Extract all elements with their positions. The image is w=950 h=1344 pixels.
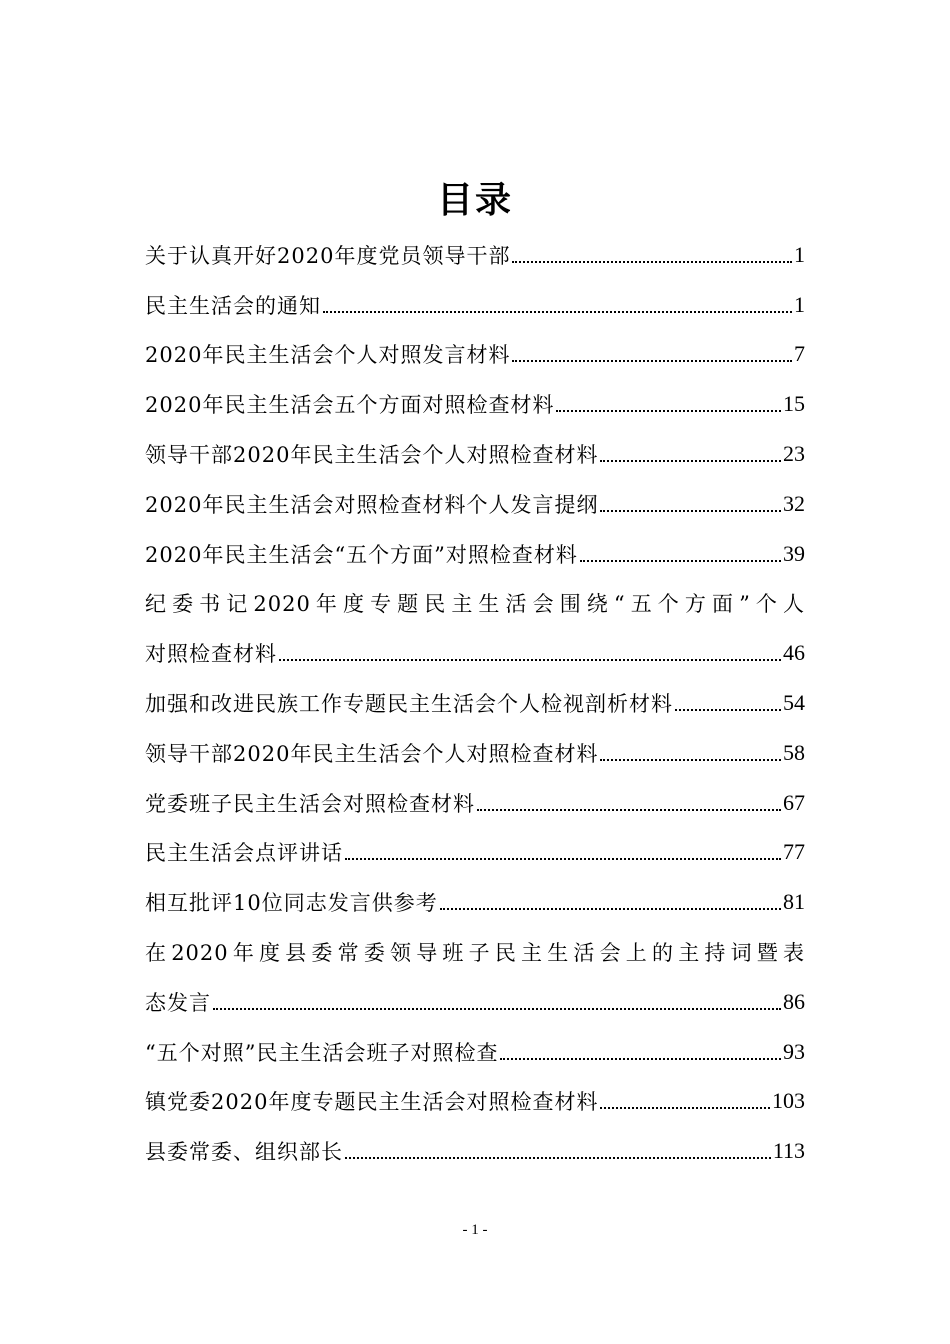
toc-entry-page: 39: [783, 540, 805, 566]
page-number: - 1 -: [462, 1222, 488, 1238]
toc-entry-title: 对照检查材料: [145, 642, 277, 667]
toc-entry-title: 在2020年度县委常委领导班子民主生活会上的主持词暨表: [145, 941, 805, 966]
toc-entry[interactable]: [145, 977, 805, 1027]
toc-entry-page: 54: [783, 690, 805, 716]
toc-entry-page: 86: [783, 988, 805, 1014]
toc-entry-page: 1: [794, 241, 805, 267]
dot-leader: [512, 261, 792, 263]
toc-entry-title: 关于认真开好2020年度党员领导干部: [145, 243, 511, 268]
toc-entry-page: 77: [783, 839, 805, 865]
toc-entry[interactable]: [145, 1027, 805, 1077]
toc-entry-title: 2020年民主生活会对照检查材料个人发言提纲: [145, 492, 599, 517]
toc-entry-title: 2020年民主生活会个人对照发言材料: [145, 343, 511, 368]
toc-entry[interactable]: [145, 479, 805, 529]
toc-entry-title: 相互批评10位同志发言供参考: [145, 891, 438, 916]
toc-entry-title: 2020年民主生活会“五个方面”对照检查材料: [145, 542, 578, 567]
dot-leader: [279, 659, 781, 661]
dot-leader: [512, 360, 792, 362]
toc-entry-title: 党委班子民主生活会对照检查材料: [145, 791, 475, 816]
toc-entry-page: 7: [794, 341, 805, 367]
toc-entry-title: 民主生活会点评讲话: [145, 841, 343, 866]
toc-entry[interactable]: [145, 628, 805, 678]
toc-entry[interactable]: [145, 877, 805, 927]
dot-leader: [477, 809, 781, 811]
toc-entry-page: 23: [783, 441, 805, 467]
toc-entry[interactable]: [145, 330, 805, 380]
table-of-contents: [145, 230, 805, 1176]
toc-entry-title: 2020年民主生活会五个方面对照检查材料: [145, 393, 555, 418]
dot-leader: [345, 858, 781, 860]
toc-entry-page: 1: [794, 291, 805, 317]
dot-leader: [580, 560, 781, 562]
dot-leader: [675, 709, 781, 711]
dot-leader: [323, 311, 792, 313]
toc-entry[interactable]: [145, 678, 805, 728]
toc-entry-page: 113: [772, 1138, 805, 1164]
dot-leader: [500, 1058, 781, 1060]
dot-leader: [600, 510, 781, 512]
toc-entry-title: 领导干部2020年民主生活会个人对照检查材料: [145, 443, 599, 468]
toc-entry-page: 15: [783, 391, 805, 417]
dot-leader: [213, 1008, 781, 1010]
toc-entry-title: 镇党委2020年度专题民主生活会对照检查材料: [145, 1090, 599, 1115]
toc-entry[interactable]: [145, 529, 805, 579]
toc-entry[interactable]: [145, 828, 805, 878]
toc-entry-page: 81: [783, 889, 805, 915]
toc-entry-title: 态发言: [145, 990, 211, 1015]
dot-leader: [440, 908, 781, 910]
toc-entry-title: “五个对照”民主生活会班子对照检查: [145, 1040, 499, 1065]
toc-entry[interactable]: [145, 280, 805, 330]
toc-entry[interactable]: [145, 927, 805, 977]
toc-entry-page: 93: [783, 1038, 805, 1064]
toc-entry[interactable]: [145, 579, 805, 629]
dot-leader: [600, 460, 781, 462]
toc-entry-page: 58: [783, 739, 805, 765]
toc-entry-page: 103: [772, 1088, 805, 1114]
toc-entry-title: 民主生活会的通知: [145, 293, 321, 318]
toc-entry-page: 67: [783, 789, 805, 815]
toc-entry[interactable]: [145, 728, 805, 778]
toc-title: 目录: [436, 180, 513, 221]
toc-entry-page: 46: [783, 640, 805, 666]
toc-entry[interactable]: [145, 1077, 805, 1127]
toc-entry-title: 领导干部2020年民主生活会个人对照检查材料: [145, 741, 599, 766]
toc-entry-title: 纪委书记2020年度专题民主生活会围绕“五个方面”个人: [145, 592, 805, 617]
dot-leader: [345, 1157, 771, 1159]
toc-entry[interactable]: [145, 379, 805, 429]
toc-entry[interactable]: [145, 429, 805, 479]
toc-entry[interactable]: [145, 1126, 805, 1176]
toc-entry[interactable]: [145, 230, 805, 280]
toc-entry-title: 县委常委、组织部长: [145, 1140, 343, 1165]
dot-leader: [600, 759, 781, 761]
toc-entry[interactable]: [145, 778, 805, 828]
toc-entry-title: 加强和改进民族工作专题民主生活会个人检视剖析材料: [145, 692, 673, 717]
dot-leader: [600, 1107, 770, 1109]
toc-entry-page: 32: [783, 490, 805, 516]
dot-leader: [556, 410, 781, 412]
